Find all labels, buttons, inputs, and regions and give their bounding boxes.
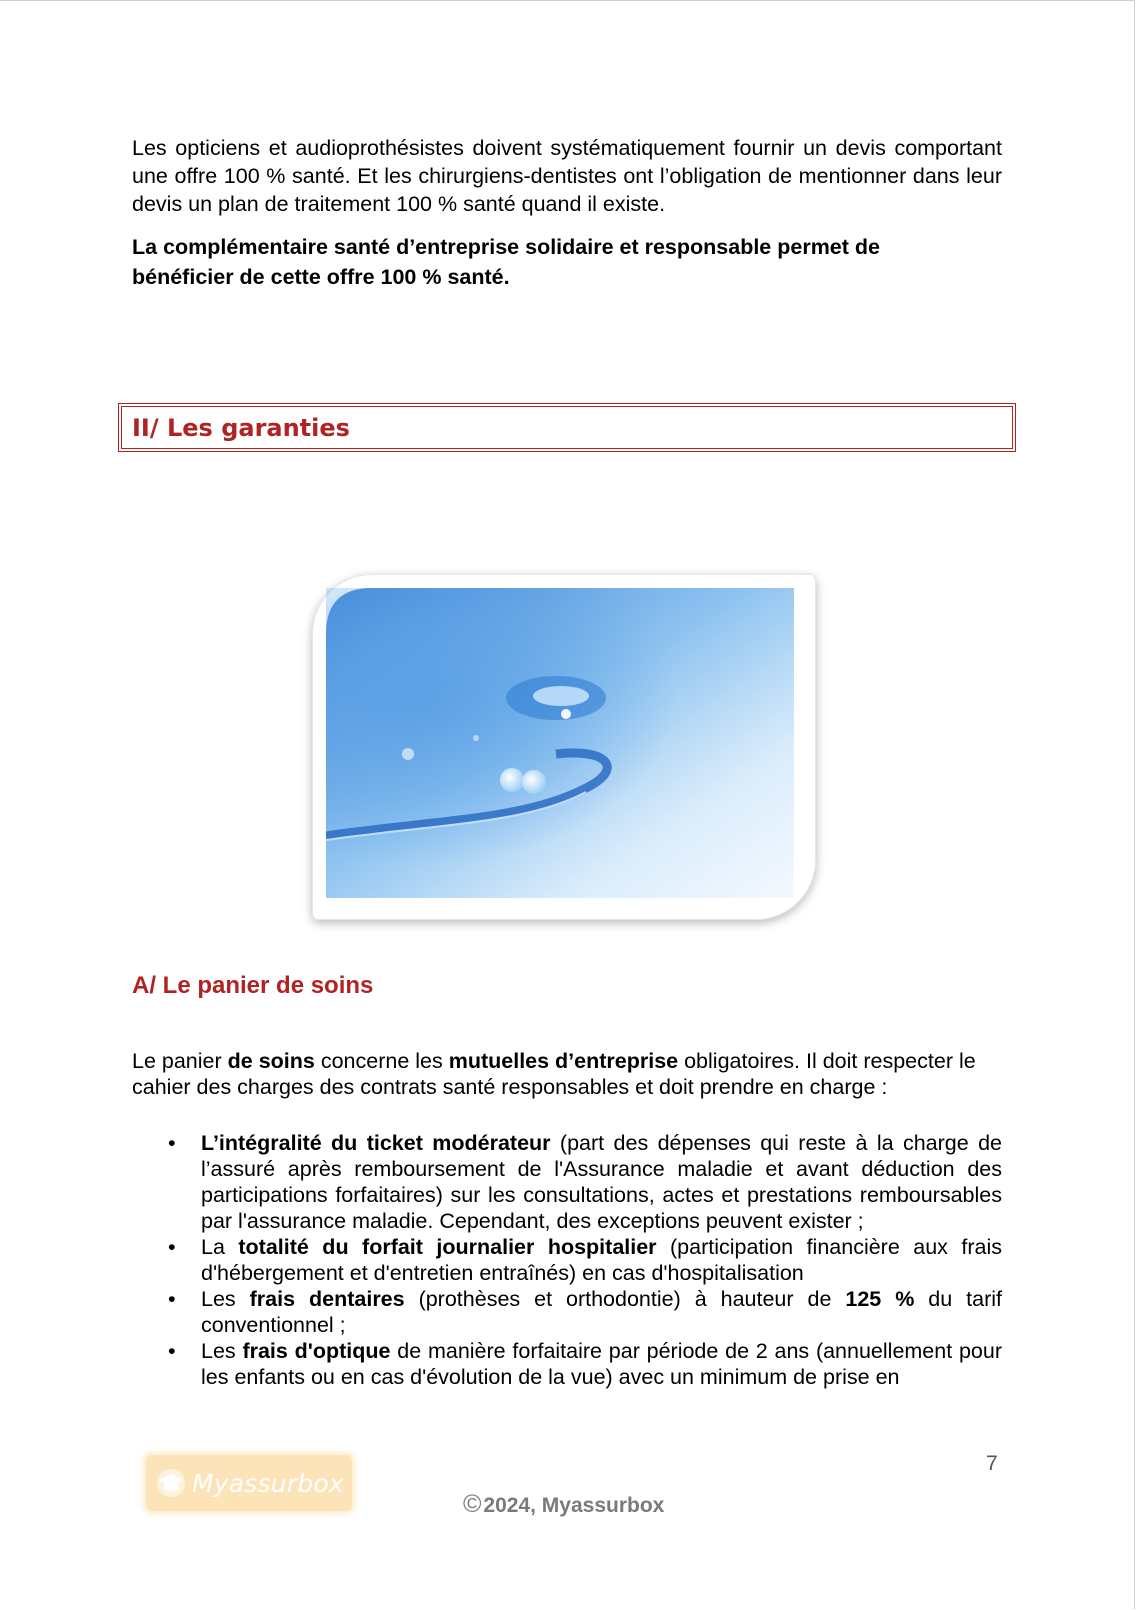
list-item bbox=[132, 1338, 1002, 1390]
bullet-icon: • bbox=[168, 1235, 176, 1259]
coverage-list bbox=[132, 1130, 1002, 1390]
item-bold: frais dentaires bbox=[249, 1287, 405, 1311]
list-item bbox=[132, 1130, 1002, 1234]
item-text: Les bbox=[201, 1339, 243, 1363]
item-text: du tarif conventionnel ; bbox=[201, 1287, 1003, 1337]
item-bold: L’intégralité du ticket modérateur bbox=[201, 1131, 551, 1155]
list-item bbox=[132, 1234, 1002, 1286]
subsection-intro bbox=[132, 1048, 1002, 1100]
item-text: La bbox=[201, 1235, 239, 1259]
logo-text: Myassurbox bbox=[192, 1468, 344, 1498]
bullet-icon: • bbox=[168, 1339, 176, 1363]
list-item bbox=[132, 1286, 1002, 1338]
item-bold: 125 % bbox=[845, 1287, 915, 1311]
intro-bold-paragraph: La complémentaire santé d’entreprise solidaire et responsable permet de bénéficier de cette offre 100 % santé. bbox=[132, 235, 880, 289]
item-text: (part des dépenses qui reste à la charge de l’assuré après remboursement de l'Assurance maladie et avant déduction des participations forfaitaires) sur les consultations, actes et prestations remboursables par l'assurance maladie. Cependant, des exceptions peuvent exister ; bbox=[201, 1131, 1002, 1233]
intro-paragraph: Les opticiens et audioprothésistes doivent systématiquement fournir un devis comportant une offre 100 % santé. Et les chirurgiens-dentistes ont l’obligation de mentionner dans leur devis un plan de traitement 100 % santé quand il existe. bbox=[132, 136, 1002, 216]
stethoscope-image bbox=[326, 588, 794, 898]
item-text: de manière forfaitaire par période de 2 ans (annuellement pour les enfants ou en cas d'évolution de la vue) avec un minimum de prise en bbox=[201, 1339, 1002, 1389]
intro-text: concerne les bbox=[314, 1049, 449, 1073]
page-number: 7 bbox=[986, 1452, 998, 1475]
myassurbox-logo bbox=[146, 1455, 352, 1511]
stethoscope-photo bbox=[312, 574, 816, 920]
subsection-heading: A/ Le panier de soins bbox=[132, 972, 374, 999]
item-text: (prothèses et orthodontie) à hauteur de bbox=[404, 1287, 846, 1311]
item-text: (participation financière aux frais d'hébergement et d'entretien entraînés) en cas d'hospitalisation bbox=[201, 1235, 1002, 1285]
item-bold: totalité du forfait journalier hospitalier bbox=[238, 1235, 657, 1259]
bullet-icon: • bbox=[168, 1287, 176, 1311]
intro-text: obligatoires. Il doit respecter le cahier des charges des contrats santé responsables et doit prendre en charge : bbox=[132, 1049, 976, 1099]
graduation-cap-icon bbox=[156, 1468, 186, 1498]
item-bold: frais d'optique bbox=[242, 1339, 391, 1363]
intro-block bbox=[132, 134, 1002, 292]
copyright-symbol: © bbox=[463, 1490, 482, 1518]
section-heading-box bbox=[118, 403, 1016, 452]
intro-text: Le panier bbox=[132, 1049, 228, 1073]
item-text: Les bbox=[201, 1287, 250, 1311]
copyright bbox=[463, 1490, 664, 1519]
section-heading: II/ Les garanties bbox=[121, 406, 1013, 449]
intro-bold: de soins bbox=[227, 1049, 315, 1073]
intro-bold: mutuelles d’entreprise bbox=[448, 1049, 679, 1073]
bullet-icon: • bbox=[168, 1131, 176, 1155]
copyright-text: 2024, Myassurbox bbox=[483, 1494, 665, 1517]
